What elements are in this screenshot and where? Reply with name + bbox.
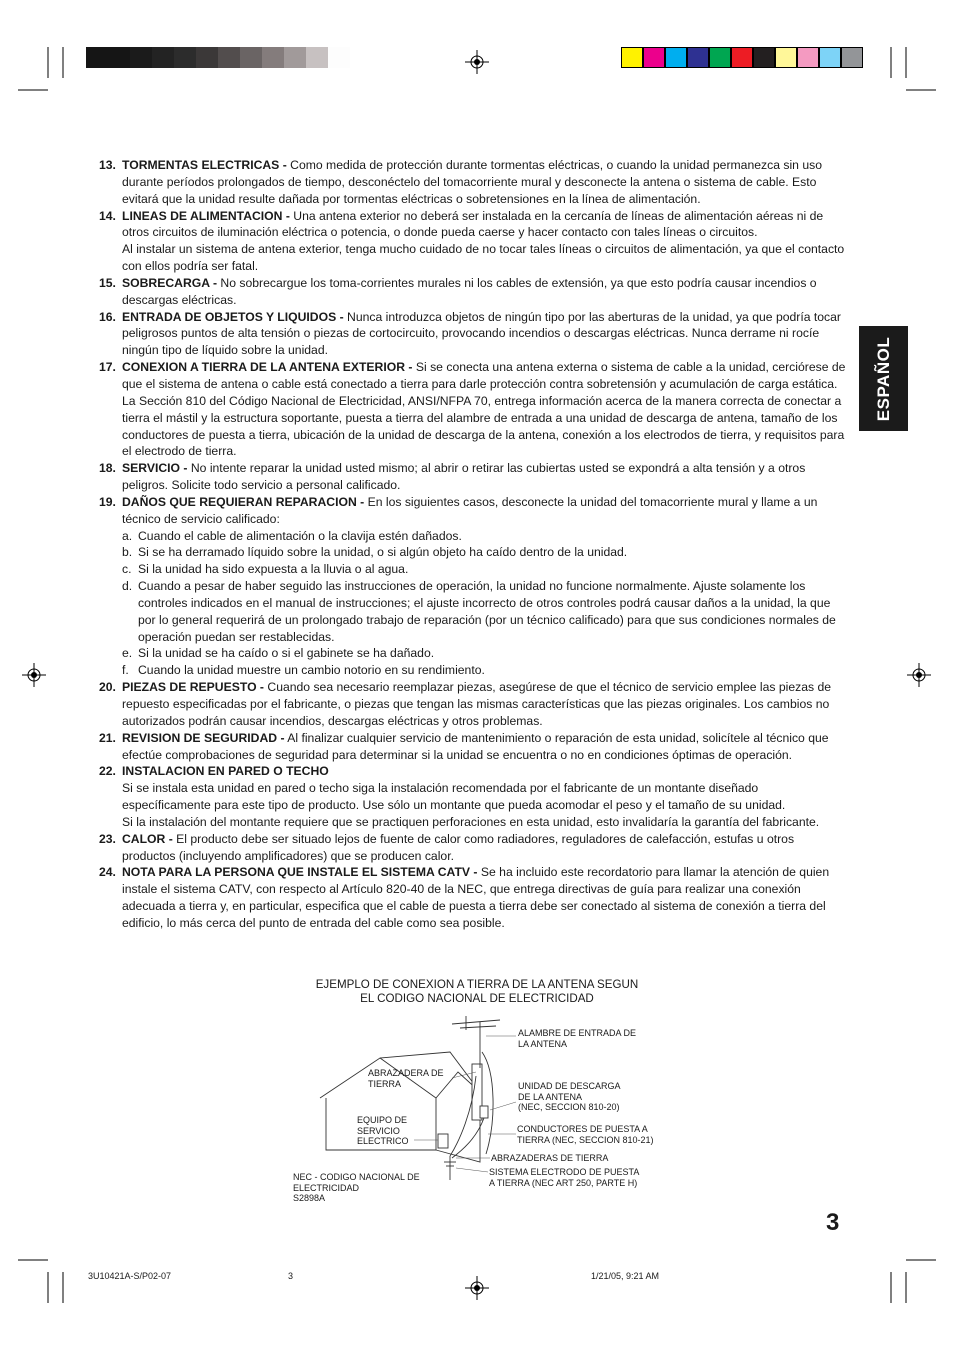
registration-target-icon [907, 663, 931, 687]
language-tab-label: ESPAÑOL [873, 336, 893, 421]
sub-item [99, 528, 847, 545]
color-swatch [643, 47, 665, 68]
item-title: PIEZAS DE REPUESTO - [122, 680, 264, 695]
item-number: 13. [99, 158, 116, 172]
item-text: No intente reparar la unidad usted mismo; al abrir o retirar las cubiertas usted se expondrá a alta tensión y a otros peligros. Solicite todo servicio a personal calificado. [122, 461, 806, 493]
label-discharge-unit [518, 1081, 621, 1113]
item-text: Cuando sea necesario reemplazar piezas, asegúrese de que el técnico de servicio emplee las piezas de repuesto especificadas por el fabricante, o piezas que tengan las mismas características que las piezas originales. Los cambios no autorizados podrán causar incendios, descargas eléctricas y otros problemas. [122, 680, 832, 728]
color-swatch [108, 47, 130, 68]
antenna-element [452, 1020, 500, 1024]
sub-item [99, 645, 847, 662]
label-line: CONDUCTORES DE PUESTA A [517, 1124, 648, 1134]
label-lead-in-wire [518, 1028, 636, 1049]
label-line: LA ANTENA [518, 1038, 568, 1049]
color-swatch [284, 47, 306, 68]
item-text: No sobrecargue los toma-corrientes murales ni los cables de extensión, ya que esto podría causar incendios o descargas eléctricas. [122, 275, 817, 307]
instruction-item [99, 275, 847, 309]
sub-item [99, 544, 847, 561]
label-line: UNIDAD DE DESCARGA [518, 1081, 621, 1091]
registration-target-icon [22, 663, 46, 687]
label-ground-clamps [491, 1153, 608, 1164]
label-line: ELECTRICO [357, 1136, 409, 1146]
caption-line: EJEMPLO DE CONEXION A TIERRA DE LA ANTENA SEGUN [315, 978, 639, 991]
label-line: SERVICIO [357, 1125, 400, 1136]
label-electrode-system [489, 1167, 639, 1188]
item-title: SERVICIO - [122, 461, 188, 476]
registration-target-icon [465, 1276, 489, 1300]
instruction-item [99, 309, 847, 360]
registration-target-icon [465, 50, 489, 74]
color-swatch [240, 47, 262, 68]
label-line: ABRAZADERA DE [368, 1068, 444, 1078]
instruction-item [99, 831, 847, 865]
sub-item-text: Si la unidad se ha caído o si el gabinete se ha dañado. [138, 646, 435, 661]
safety-instructions [99, 157, 847, 932]
label-ground-clamp [368, 1068, 444, 1089]
item-title: CALOR - [122, 831, 173, 846]
item-text: Como medida de protección durante tormentas eléctricas, o cuando la unidad permanezca sin uso durante períodos prolongados de tiempo, desconéctelo del tomacorriente mural y desconecte la antena o sistema de cable. Esto evitará que la unidad resulte dañada por tormentas eléctricas o sobretensiones en la línea de alimentación. [122, 158, 822, 206]
sub-item-letter: e. [122, 646, 133, 661]
service-equipment-box [438, 1134, 448, 1148]
item-text: En los siguientes casos, desconecte la unidad del tomacorriente mural y llame a un técnico de servicio calificado: [122, 494, 818, 526]
color-swatch [306, 47, 328, 68]
footer-file-code: 3U10421A-S/P02-07 [88, 1271, 172, 1281]
item-text: Si se conecta una antena externa o sistema de cable a la unidad, cerciórese de que el sistema de antena o cable está conectado a tierra para darle protección contra sobretensión y acumulación de carga estática. La Sección 810 del Código Nacional de Electricidad, ANSI/NFPA 70, entrega información acerca de la manera correcta de conectar a tierra el mástil y la estructura soportante, puesta a tierra del alambre de entrada a una unidad de descarga de antena, tamaño de los conductores de puesta a tierra, ubicación de la unidad de descarga de la antena, conexión a los electrodos de tierra, y requisitos para el electrodo de tierra. [122, 360, 846, 459]
label-ground-conductors [517, 1124, 654, 1145]
item-text: Nunca introduzca objetos de ningún tipo por las aberturas de la unidad, ya que podría tocar peligrosos puntos de alta tensión o piezas de cortocircuito, provocando incendios o descargas eléctricas. Nunca derrame ni rocíe ningún tipo de líquido sobre la unidad. [122, 309, 841, 358]
item-title: REVISION DE SEGURIDAD - [122, 730, 285, 745]
color-swatch [731, 47, 753, 68]
color-swatch [775, 47, 797, 68]
sub-item-text: Si se ha derramado líquido sobre la unidad, o si algún objeto ha caído dentro de la unidad. [138, 545, 628, 560]
footer-page: 3 [288, 1271, 294, 1281]
sub-item-text: Cuando la unidad muestre un cambio notorio en su rendimiento. [138, 663, 485, 678]
item-number: 22. [99, 764, 116, 779]
item-text: Al instalar un sistema de antena exterior, tenga mucho cuidado de no tocar tales líneas o circuitos de alimentación, ya que el contacto con ellos podría ser fatal. [122, 242, 845, 274]
instruction-item [99, 679, 847, 730]
item-title: LINEAS DE ALIMENTACION - [122, 208, 290, 223]
sub-item-letter: c. [122, 562, 132, 577]
item-number: 20. [99, 680, 116, 695]
sub-item [99, 578, 847, 645]
page-number: 3 [826, 1209, 840, 1236]
caption-line: EL CODIGO NACIONAL DE ELECTRICIDAD [360, 991, 594, 1005]
color-swatch [328, 47, 350, 68]
instruction-item [99, 359, 847, 460]
instruction-item [99, 494, 847, 528]
sub-item-letter: a. [122, 528, 133, 543]
language-side-tab [859, 326, 908, 431]
instruction-item [99, 730, 847, 764]
item-number: 21. [99, 730, 116, 745]
instruction-item [99, 460, 847, 494]
item-title: CONEXION A TIERRA DE LA ANTENA EXTERIOR - [122, 360, 413, 375]
sub-item [99, 561, 847, 578]
item-number: 16. [99, 309, 116, 324]
item-text: Una antena exterior no deberá ser instalada en la cercanía de líneas de alimentación aéreas ni de otros circuitos de iluminación eléctrica o potencia, o donde pueda caerse y hacer contacto con tales líneas o circuitos. [122, 208, 824, 240]
sub-item-letter: f. [122, 663, 129, 678]
lead-in-wire [482, 1052, 493, 1154]
sub-item-text: Si la unidad ha sido expuesta a la lluvia o al agua. [138, 562, 409, 577]
sub-item-text: Cuando a pesar de haber seguido las instrucciones de operación, la unidad no funcione normalmente. Ajuste solamente los controles indicados en el manual de instrucciones; el ajuste incorrecto de otros controles podrá causar daños a la unidad, la que por lo general requerirá de un prolongado trabajo de reparación (por un técnico calificado) para que sus condiciones normales de operación puedan ser restablecidas. [138, 579, 836, 644]
footer-timestamp: 1/21/05, 9:21 AM [591, 1271, 660, 1281]
label-line: (NEC, SECCION 810-20) [518, 1102, 620, 1112]
color-swatch [665, 47, 687, 68]
color-swatch [753, 47, 775, 68]
item-text: Al finalizar cualquier servicio de mantenimiento o reparación de esta unidad, solicítele al técnico que efectúe comprobaciones de seguridad para determinar si la unidad se encuentra o no en condiciones óptimas de operación. [122, 730, 829, 762]
item-number: 19. [99, 494, 116, 509]
label-line: S2898A [293, 1193, 326, 1203]
label-line: DE LA ANTENA [518, 1091, 583, 1102]
item-number: 14. [99, 208, 116, 223]
color-swatch [218, 47, 240, 68]
color-swatch [86, 47, 108, 68]
color-swatch [841, 47, 863, 68]
label-line: TIERRA (NEC, SECCION 810-21) [517, 1134, 654, 1145]
instruction-item [99, 208, 847, 275]
color-swatch [621, 47, 643, 68]
gray-calibration-bar [86, 47, 350, 68]
color-swatch [262, 47, 284, 68]
item-title: INSTALACION EN PARED O TECHO [122, 764, 329, 779]
instruction-item [99, 864, 847, 931]
color-swatch [709, 47, 731, 68]
color-swatch [819, 47, 841, 68]
label-line: ALAMBRE DE ENTRADA DE [518, 1028, 637, 1038]
label-line: EQUIPO DE [357, 1115, 408, 1125]
label-line: NEC - CODIGO NACIONAL DE [293, 1172, 420, 1182]
item-number: 17. [99, 360, 116, 375]
item-text: Si la instalación del montante requiere que se practiquen perforaciones en esta unidad, esto invalidaría la garantía del fabricante. [122, 814, 820, 829]
diagram-caption [270, 978, 684, 1005]
item-title: ENTRADA DE OBJETOS Y LIQUIDOS - [122, 309, 344, 324]
item-title: SOBRECARGA - [122, 275, 218, 290]
label-line: TIERRA [368, 1078, 402, 1089]
instruction-item [99, 157, 847, 208]
color-swatch [797, 47, 819, 68]
item-number: 24. [99, 865, 116, 880]
sub-item-letter: d. [122, 579, 133, 594]
sub-item-letter: b. [122, 545, 133, 560]
color-calibration-bar [621, 47, 863, 68]
item-text: Se ha incluido este recordatorio para llamar la atención de quien instale el sistema CATV, con respecto al Artículo 820-40 de la NEC, que entrega directivas de guía para realizar una conexión adecuada a tierra y, en particular, especifica que el cable de puesta a tierra debe ser conectado al sistema de conexión a tierra del edificio, lo más cerca del punto de entrada del cable como sea posible. [122, 865, 830, 930]
item-number: 23. [99, 831, 116, 846]
color-swatch [152, 47, 174, 68]
discharge-unit [480, 1106, 488, 1118]
item-title: DAÑOS QUE REQUIERAN REPARACION - [122, 494, 365, 509]
color-swatch [687, 47, 709, 68]
item-title: NOTA PARA LA PERSONA QUE INSTALE EL SISTEMA CATV - [122, 865, 478, 880]
ground-conductor [452, 1118, 484, 1158]
color-swatch [174, 47, 196, 68]
sub-item-text: Cuando el cable de alimentación o la clavija estén dañados. [138, 528, 462, 543]
label-nec [293, 1172, 420, 1204]
item-text: Si se instala esta unidad en pared o techo siga la instalación recomendada por el fabricante de un montante diseñado específicamente para este tipo de producto. Use sólo un montante que pueda acomodar el peso y el tamaño de su unidad. [122, 781, 786, 813]
item-title: TORMENTAS ELECTRICAS - [122, 158, 287, 172]
sub-item [99, 662, 847, 679]
label-line: ABRAZADERAS DE TIERRA [491, 1153, 609, 1163]
label-service-equipment [357, 1115, 409, 1147]
item-number: 15. [99, 275, 116, 290]
color-swatch [196, 47, 218, 68]
item-text: El producto debe ser situado lejos de fuente de calor como radiadores, reguladores de calefacción, estufas u otros productos (incluyendo amplificadores) que se producen calor. [122, 831, 795, 863]
label-line: SISTEMA ELECTRODO DE PUESTA [489, 1167, 640, 1177]
label-line: A TIERRA (NEC ART 250, PARTE H) [489, 1177, 638, 1188]
item-number: 18. [99, 461, 116, 476]
color-swatch [130, 47, 152, 68]
label-line: ELECTRICIDAD [293, 1182, 360, 1193]
instruction-item [99, 763, 847, 830]
